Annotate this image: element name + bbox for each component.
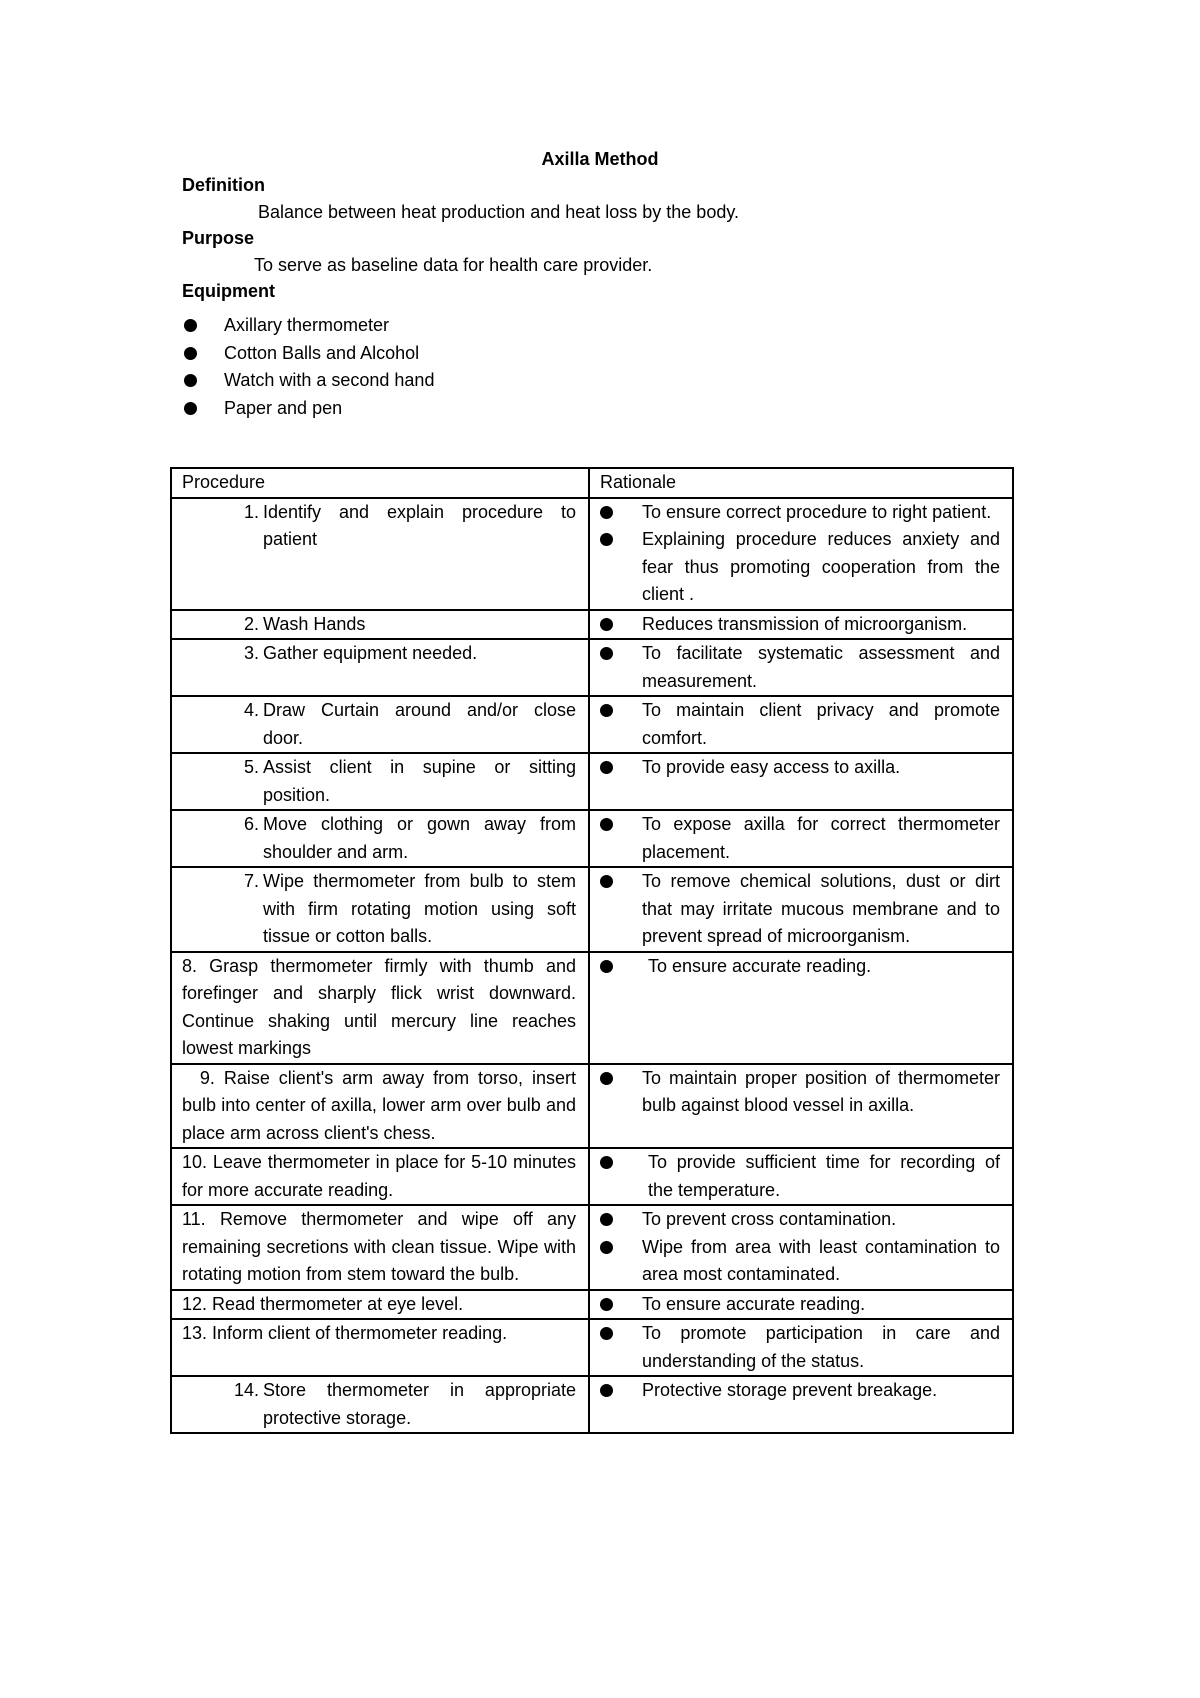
step-number: 11. [182, 1209, 206, 1229]
bullet-icon [600, 506, 613, 519]
procedure-text: Leave thermometer in place for 5-10 minutes for more accurate reading. [182, 1152, 576, 1200]
procedure-text: Inform client of thermometer reading. [212, 1323, 508, 1343]
bullet-icon [600, 1241, 613, 1254]
procedure-cell [171, 1376, 589, 1433]
bullet-icon [600, 1298, 613, 1311]
bullet-icon [600, 647, 613, 660]
rationale-cell [589, 639, 1013, 696]
rationale-column-header: Rationale [589, 468, 1013, 498]
rationale-text: Protective storage prevent breakage. [642, 1380, 938, 1400]
bullet-icon [184, 319, 197, 332]
rationale-cell [589, 1376, 1013, 1433]
document-title: Axilla Method [541, 149, 659, 169]
table-row [171, 639, 1013, 696]
procedure-text: Wipe thermometer from bulb to stem with firm rotating motion using soft tissue or cotton balls. [263, 871, 576, 946]
definition-text: Balance between heat production and heat loss by the body. [258, 202, 740, 222]
procedure-cell [171, 498, 589, 610]
step-number: 3. [243, 643, 259, 663]
rationale-cell [589, 952, 1013, 1064]
step-number: 2. [243, 613, 259, 634]
rationale-text: To remove chemical solutions, dust or dirt that may irritate mucous membrane and to prevent spread of microorganism. [642, 871, 1000, 946]
procedure-cell [171, 1319, 589, 1376]
table-row [171, 498, 1013, 610]
procedure-cell [171, 952, 589, 1064]
step-number: 8. [182, 955, 198, 976]
rationale-text: Explaining procedure reduces anxiety and fear thus promoting cooperation from the client . [642, 529, 1000, 604]
procedure-cell [171, 1148, 589, 1205]
rationale-cell [589, 1064, 1013, 1149]
step-number: 13. [182, 1323, 208, 1343]
rationale-cell [589, 753, 1013, 810]
step-number: 5. [243, 757, 259, 777]
table-row [171, 952, 1013, 1064]
table-row [171, 696, 1013, 753]
bullet-icon [600, 875, 613, 888]
rationale-text: To expose axilla for correct thermometer placement. [642, 814, 1000, 862]
rationale-cell [589, 1319, 1013, 1376]
procedure-cell [171, 1064, 589, 1149]
procedure-cell [171, 867, 589, 952]
equipment-list [182, 312, 434, 422]
equipment-heading: Equipment [182, 281, 275, 301]
bullet-icon [600, 1072, 613, 1085]
procedure-text: Read thermometer at eye level. [212, 1293, 464, 1314]
step-number: 6. [243, 814, 259, 834]
equipment-item: Axillary thermometer [182, 312, 434, 340]
table-row [171, 1376, 1013, 1433]
rationale-text: To provide sufficient time for recording of the temperature. [648, 1152, 1000, 1200]
procedure-text: Draw Curtain around and/or close door. [263, 700, 576, 748]
purpose-heading: Purpose [182, 228, 255, 248]
rationale-cell [589, 610, 1013, 640]
table-row [171, 1319, 1013, 1376]
procedure-text: Assist client in supine or sitting position. [263, 757, 576, 805]
procedure-text: Raise client's arm away from torso, insert bulb into center of axilla, lower arm over bulb and place arm across client's chess. [182, 1067, 576, 1143]
equipment-item: Watch with a second hand [182, 367, 434, 395]
rationale-text: Wipe from area with least contamination to area most contaminated. [642, 1236, 1000, 1284]
rationale-text: To ensure accurate reading. [642, 1293, 866, 1314]
bullet-icon [600, 533, 613, 546]
bullet-icon [184, 347, 197, 360]
rationale-text: To provide easy access to axilla. [642, 757, 901, 777]
step-number: 9. [199, 1067, 215, 1088]
bullet-icon [600, 761, 613, 774]
procedure-text: Move clothing or gown away from shoulder and arm. [263, 814, 576, 862]
rationale-text: To ensure correct procedure to right patient. [642, 501, 992, 522]
equipment-item: Paper and pen [182, 395, 434, 423]
bullet-icon [184, 374, 197, 387]
procedure-table [170, 467, 1014, 1434]
bullet-icon [600, 1384, 613, 1397]
procedure-cell [171, 639, 589, 696]
bullet-icon [600, 818, 613, 831]
procedure-cell [171, 610, 589, 640]
bullet-icon [600, 1327, 613, 1340]
table-row [171, 810, 1013, 867]
rationale-text: To maintain proper position of thermometer bulb against blood vessel in axilla. [642, 1067, 1000, 1115]
bullet-icon [600, 960, 613, 973]
procedure-text: Identify and explain procedure to patient [263, 501, 576, 549]
rationale-text: To prevent cross contamination. [642, 1209, 897, 1229]
bullet-icon [184, 402, 197, 415]
rationale-text: To facilitate systematic assessment and measurement. [642, 643, 1000, 691]
rationale-cell [589, 696, 1013, 753]
table-row [171, 1205, 1013, 1290]
rationale-text: To maintain client privacy and promote comfort. [642, 700, 1000, 748]
rationale-text: To ensure accurate reading. [648, 955, 872, 976]
rationale-cell [589, 498, 1013, 610]
purpose-text: To serve as baseline data for health care provider. [254, 255, 653, 275]
table-row [171, 610, 1013, 640]
bullet-icon [600, 618, 613, 631]
procedure-cell [171, 753, 589, 810]
procedure-text: Remove thermometer and wipe off any remaining secretions with clean tissue. Wipe with rotating motion from stem toward the bulb. [182, 1209, 576, 1284]
procedure-cell [171, 1205, 589, 1290]
table-row [171, 1064, 1013, 1149]
definition-heading: Definition [182, 175, 265, 195]
table-row [171, 867, 1013, 952]
equipment-item: Cotton Balls and Alcohol [182, 340, 434, 368]
rationale-cell [589, 1148, 1013, 1205]
rationale-cell [589, 1290, 1013, 1320]
procedure-text: Grasp thermometer firmly with thumb and forefinger and sharply flick wrist downward. Continue shaking until mercury line reaches lowest markings [182, 955, 576, 1058]
bullet-icon [600, 704, 613, 717]
procedure-text: Store thermometer in appropriate protective storage. [263, 1380, 576, 1428]
bullet-icon [600, 1213, 613, 1226]
step-number: 7. [243, 871, 259, 891]
procedure-text: Wash Hands [263, 613, 366, 634]
procedure-cell [171, 696, 589, 753]
rationale-text: Reduces transmission of microorganism. [642, 613, 968, 634]
step-number: 1. [243, 501, 259, 522]
table-row [171, 1290, 1013, 1320]
table-row [171, 1148, 1013, 1205]
procedure-text: Gather equipment needed. [263, 643, 478, 663]
step-number: 12. [182, 1293, 208, 1314]
rationale-cell [589, 867, 1013, 952]
procedure-cell [171, 1290, 589, 1320]
step-number: 4. [243, 700, 259, 720]
table-row [171, 753, 1013, 810]
procedure-column-header: Procedure [171, 468, 589, 498]
rationale-cell [589, 1205, 1013, 1290]
step-number: 10. [182, 1152, 208, 1172]
table-header-row [171, 468, 1013, 498]
rationale-text: To promote participation in care and understanding of the status. [642, 1323, 1000, 1371]
rationale-cell [589, 810, 1013, 867]
step-number: 14. [233, 1380, 259, 1400]
bullet-icon [600, 1156, 613, 1169]
procedure-cell [171, 810, 589, 867]
